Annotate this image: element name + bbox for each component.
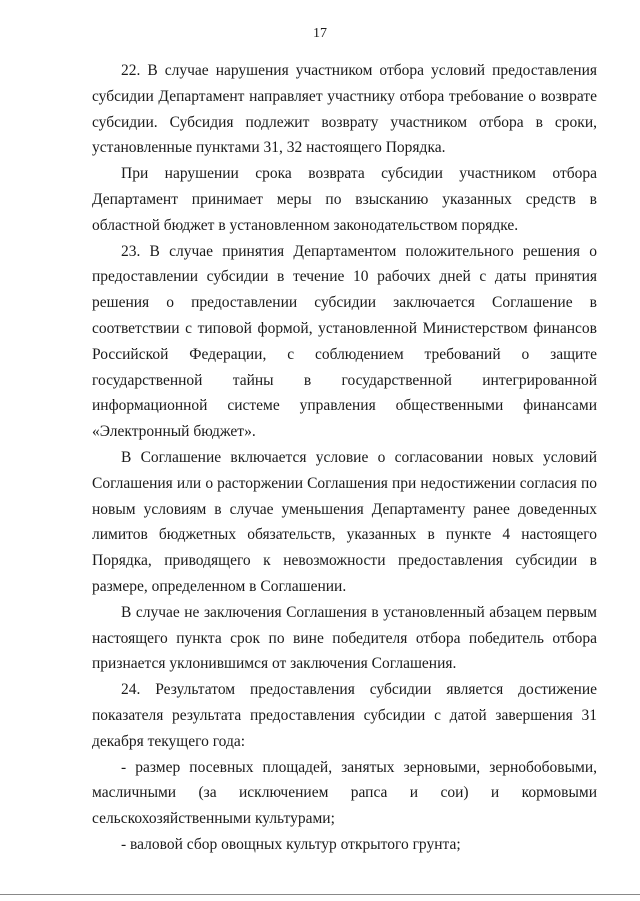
paragraph-23: 23. В случае принятия Департаментом положительного решения о предоставлении субсидии в течение 10 рабочих дней с даты принятия решения о предоставлении субсидии заключается Соглашение в соответствии с типовой формой, установленной Министерством финансов Российской Федерации, с соблюдением требований о защите государственной тайны в государственной интегрированной информационной системе управления общественными финансами «Электронный бюджет». <box>92 242 597 441</box>
list-item-vegetable-harvest: - валовой сбор овощных культур открытого грунта; <box>121 835 461 853</box>
paragraph-agreement-evasion: В случае не заключения Соглашения в установленный абзацем первым настоящего пункта срок по вине победителя отбора победитель отбора признается уклонившимся от заключения Соглашения. <box>92 603 597 673</box>
paragraph-agreement-conditions: В Соглашение включается условие о согласовании новых условий Соглашения или о расторжении Соглашения при недостижении согласия по новым условиям в случае уменьшения Департаменту ранее доведенных лимитов бюджетных обязательств, указанных в пункте 4 настоящего Порядка, приводящего к невозможности предоставления субсидии в размере, определенном в Соглашении. <box>92 448 597 595</box>
paragraph-24: 24. Результатом предоставления субсидии является достижение показателя результата предоставления субсидии с датой завершения 31 декабря текущего года: <box>92 681 597 750</box>
paragraph-22: 22. В случае нарушения участником отбора условий предоставления субсидии Департамент направляет участнику отбора требование о возврате субсидии. Субсидия подлежит возврату участником отбора в сроки, установленные пунктами 31, 32 настоящего Порядка. <box>92 62 597 157</box>
page-number: 17 <box>313 26 327 41</box>
paragraph-return-deadline: При нарушении срока возврата субсидии участником отбора Департамент принимает меры по взысканию указанных средств в областной бюджет в установленном законодательством порядке. <box>92 165 597 234</box>
list-item-sown-area: - размер посевных площадей, занятых зерновыми, зернобобовыми, масличными (за исключением рапса и сои) и кормовыми сельскохозяйственными культурами; <box>92 758 597 828</box>
document-body <box>92 58 597 858</box>
footer-divider <box>0 894 640 895</box>
